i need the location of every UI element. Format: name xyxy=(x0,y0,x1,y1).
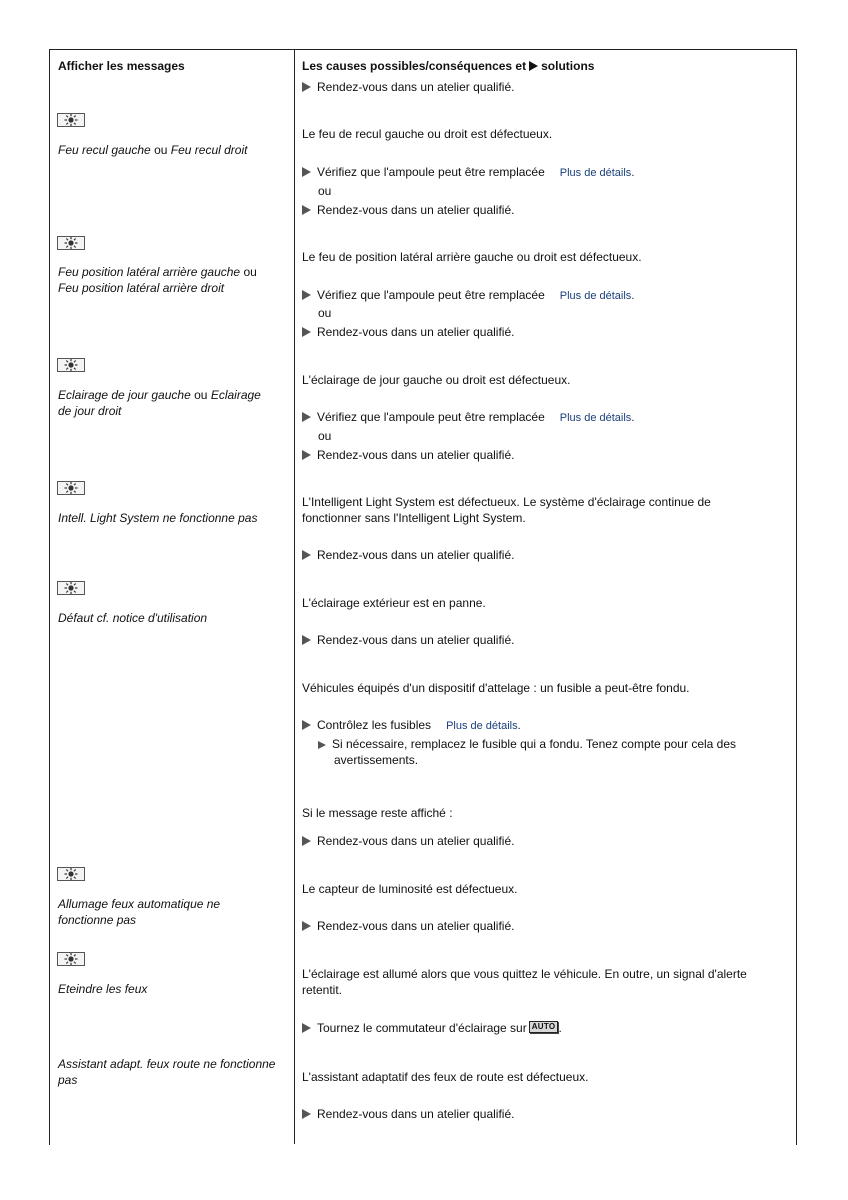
action-workshop: Rendez-vous dans un atelier qualifié. xyxy=(302,833,514,849)
action-workshop: Rendez-vous dans un atelier qualifié. xyxy=(302,547,514,563)
exterior-light-warning-icon xyxy=(57,481,85,495)
arrow-right-icon xyxy=(302,82,311,92)
details-link[interactable]: Plus de détails xyxy=(559,412,632,424)
arrow-right-icon xyxy=(302,450,311,460)
arrow-right-icon xyxy=(302,167,311,177)
cause-text: Le feu de position latéral arrière gauche ou droit est défectueux. xyxy=(302,250,642,264)
cause-text: L'éclairage est allumé alors que vous quittez le véhicule. En outre, un signal d'alerte retentit. xyxy=(302,967,747,997)
exterior-light-warning-icon xyxy=(57,113,85,127)
arrow-right-icon xyxy=(302,635,311,645)
action-workshop: Rendez-vous dans un atelier qualifié. xyxy=(302,202,514,218)
exterior-light-warning-icon xyxy=(57,358,85,372)
exterior-light-warning-icon xyxy=(57,236,85,250)
cause-text: L'assistant adaptatif des feux de route est défectueux. xyxy=(302,1070,589,1084)
arrow-right-icon xyxy=(302,836,311,846)
exterior-light-warning-icon xyxy=(57,581,85,595)
action-replace-fuse: Si nécessaire, remplacez le fusible qui a fondu. Tenez compte pour cela des avertissements. xyxy=(318,736,736,768)
or-text: ou xyxy=(318,429,332,443)
message-default: Défaut cf. notice d'utilisation xyxy=(58,611,208,625)
action-workshop: Rendez-vous dans un atelier qualifié. xyxy=(302,79,514,95)
arrow-right-icon xyxy=(318,741,326,749)
arrow-right-icon xyxy=(529,61,538,71)
action-workshop: Rendez-vous dans un atelier qualifié. xyxy=(302,918,514,934)
arrow-right-icon xyxy=(302,550,311,560)
action-workshop: Rendez-vous dans un atelier qualifié. xyxy=(302,324,514,340)
arrow-right-icon xyxy=(302,290,311,300)
details-link[interactable]: Plus de détails xyxy=(446,720,518,732)
arrow-right-icon xyxy=(302,720,311,730)
action-bulb: Vérifiez que l'ampoule peut être remplacée Plus de détails. xyxy=(302,164,634,181)
action-workshop: Rendez-vous dans un atelier qualifié. xyxy=(302,632,514,648)
exterior-light-warning-icon xyxy=(57,952,85,966)
arrow-right-icon xyxy=(302,412,311,422)
action-bulb: Vérifiez que l'ampoule peut être remplacée Plus de détails. xyxy=(302,287,634,304)
action-workshop: Rendez-vous dans un atelier qualifié. xyxy=(302,447,514,463)
arrow-right-icon xyxy=(302,1023,311,1033)
action-fuses: Contrôlez les fusibles Plus de détails. xyxy=(302,717,521,734)
arrow-right-icon xyxy=(302,205,311,215)
message-adaptive-highbeam: Assistant adapt. feux route ne fonctionne pas xyxy=(58,1057,276,1087)
message-reverse-light: Feu recul gauche ou Feu recul droit xyxy=(58,143,248,157)
action-switch-auto: Tournez le commutateur d'éclairage sur AUTO . xyxy=(302,1020,562,1036)
arrow-right-icon xyxy=(302,1109,311,1119)
cause-text: Si le message reste affiché : xyxy=(302,806,453,820)
cause-text: L'éclairage extérieur est en panne. xyxy=(302,596,486,610)
column-header-causes: Les causes possibles/conséquences et solutions xyxy=(302,59,595,73)
message-auto-headlamps: Allumage feux automatique ne fonctionne pas xyxy=(58,897,221,927)
arrow-right-icon xyxy=(302,921,311,931)
cause-text: L'Intelligent Light System est défectueux. Le système d'éclairage continue de fonctionner sans l'Intelligent Light System. xyxy=(302,495,711,525)
message-side-marker: Feu position latéral arrière gauche ou Feu position latéral arrière droit xyxy=(58,265,257,295)
message-daytime-lights: Eclairage de jour gauche ou Eclairage de jour droit xyxy=(58,388,261,418)
message-lights-off: Eteindre les feux xyxy=(58,982,148,996)
message-intelligent-light: Intell. Light System ne fonctionne pas xyxy=(58,511,258,525)
cause-text: Le feu de recul gauche ou droit est défectueux. xyxy=(302,127,553,141)
exterior-light-warning-icon xyxy=(57,867,85,881)
arrow-right-icon xyxy=(302,327,311,337)
column-header-messages: Afficher les messages xyxy=(58,59,185,73)
column-divider xyxy=(294,49,295,1144)
details-link[interactable]: Plus de détails xyxy=(559,290,632,302)
or-text: ou xyxy=(318,184,332,198)
action-workshop: Rendez-vous dans un atelier qualifié. xyxy=(302,1106,514,1122)
cause-text: Le capteur de luminosité est défectueux. xyxy=(302,882,518,896)
action-bulb: Vérifiez que l'ampoule peut être remplacée Plus de détails. xyxy=(302,409,634,426)
or-text: ou xyxy=(318,306,332,320)
details-link[interactable]: Plus de détails xyxy=(559,167,632,179)
cause-text: Véhicules équipés d'un dispositif d'attelage : un fusible a peut-être fondu. xyxy=(302,681,690,695)
auto-switch-icon: AUTO xyxy=(529,1021,559,1033)
cause-text: L'éclairage de jour gauche ou droit est défectueux. xyxy=(302,373,571,387)
